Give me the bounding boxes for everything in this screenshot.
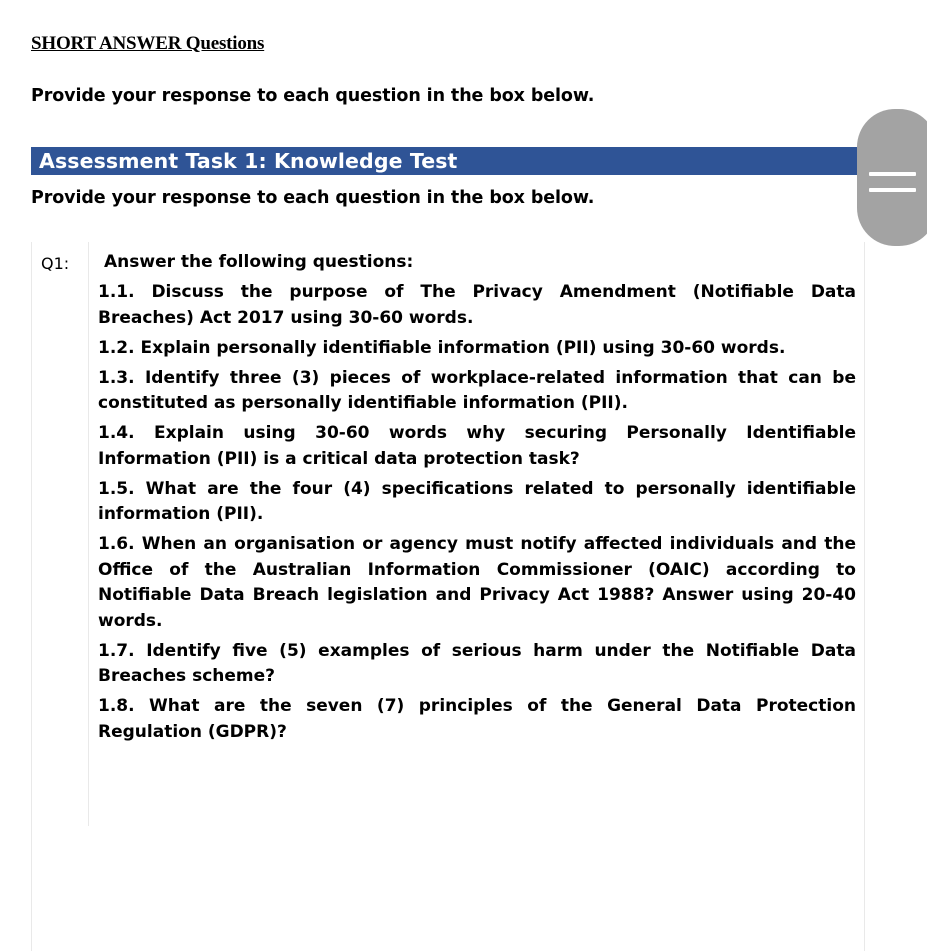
question-item-1-4: 1.4. Explain using 30-60 words why securing Personally Identifiable Information (PII) is a critical data protection task? — [98, 423, 856, 469]
question-item-1-8: 1.8. What are the seven (7) principles of the General Data Protection Regulation (GDPR)? — [98, 696, 856, 742]
table-border-right — [864, 242, 865, 951]
question-list — [98, 280, 856, 750]
scroll-drag-handle[interactable] — [857, 109, 927, 246]
question-item-1-5: 1.5. What are the four (4) specifications related to personally identifiable information (PII). — [98, 478, 856, 524]
question-label: Q1: — [41, 254, 70, 273]
task-instruction: Provide your response to each question in the box below. — [31, 188, 595, 208]
task-banner — [31, 147, 866, 175]
task-title: Assessment Task 1: Knowledge Test — [39, 149, 458, 173]
document-title: SHORT ANSWER Questions — [31, 33, 265, 54]
drag-handle-icon — [869, 172, 916, 176]
question-item-1-3: 1.3. Identify three (3) pieces of workplace-related information that can be constituted as personally identifiable information (PII). — [98, 367, 856, 413]
question-item-1-2: 1.2. Explain personally identifiable information (PII) using 30-60 words. — [98, 337, 786, 358]
header-instruction: Provide your response to each question in the box below. — [31, 86, 595, 106]
drag-handle-icon-lower — [869, 188, 916, 192]
table-border-left — [31, 242, 32, 951]
table-border-middle — [88, 242, 89, 826]
question-item-1-1: 1.1. Discuss the purpose of The Privacy Amendment (Notifiable Data Breaches) Act 2017 using 30-60 words. — [98, 282, 856, 328]
question-item-1-7: 1.7. Identify five (5) examples of serious harm under the Notifiable Data Breaches scheme? — [98, 640, 856, 686]
question-prompt: Answer the following questions: — [104, 252, 414, 272]
question-item-1-6: 1.6. When an organisation or agency must notify affected individuals and the Office of the Australian Information Commissioner (OAIC) according to Notifiable Data Breach legislation and Privacy Act 1988? Answer using 20-40 words. — [98, 534, 856, 631]
